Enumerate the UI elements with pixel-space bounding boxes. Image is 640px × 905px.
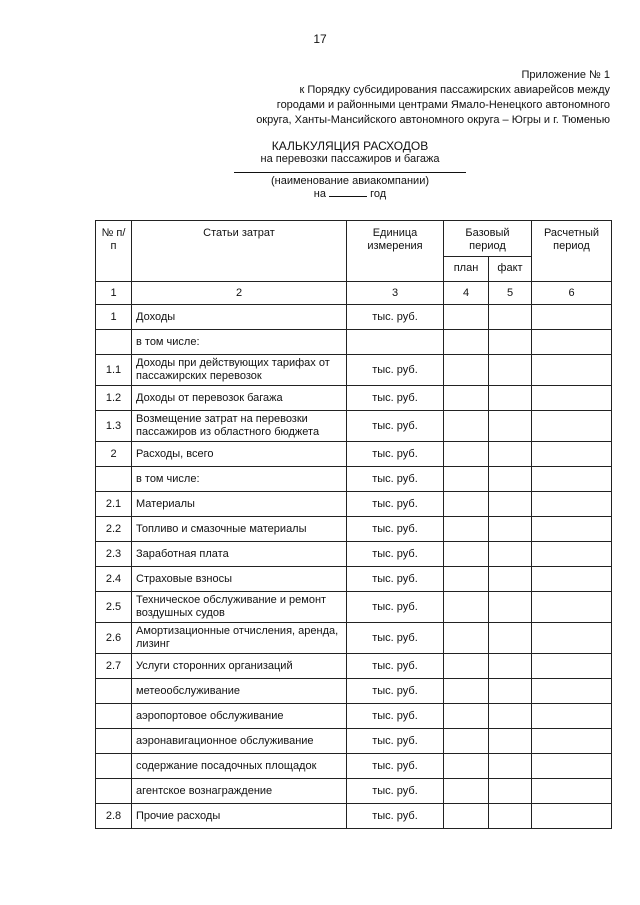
row-plan-cell: [444, 542, 489, 567]
row-number: 2.5: [96, 592, 132, 623]
row-plan-cell: [444, 386, 489, 411]
row-item: Страховые взносы: [132, 567, 347, 592]
row-calc-cell: [532, 704, 612, 729]
row-number: 1.1: [96, 355, 132, 386]
row-fact-cell: [489, 704, 532, 729]
row-item: Возмещение затрат на перевозки пассажиров из областного бюджета: [132, 411, 347, 442]
row-unit: тыс. руб.: [347, 305, 444, 330]
header-fact: факт: [489, 256, 532, 281]
row-unit: тыс. руб.: [347, 517, 444, 542]
row-fact-cell: [489, 623, 532, 654]
row-number: [96, 679, 132, 704]
appendix-line: к Порядку субсидирования пассажирских авиарейсов между: [299, 84, 610, 96]
row-item: Топливо и смазочные материалы: [132, 517, 347, 542]
row-number: 2.8: [96, 804, 132, 829]
appendix-line: городами и районными центрами Ямало-Ненецкого автономного: [276, 99, 610, 111]
appendix-header: [256, 68, 610, 128]
row-number: 2.1: [96, 492, 132, 517]
table-row: [96, 754, 612, 779]
row-plan-cell: [444, 442, 489, 467]
row-fact-cell: [489, 442, 532, 467]
row-unit: тыс. руб.: [347, 411, 444, 442]
header-num: № п/п: [96, 221, 132, 282]
table-row: [96, 567, 612, 592]
row-plan-cell: [444, 679, 489, 704]
column-number: 6: [532, 282, 612, 305]
row-calc-cell: [532, 492, 612, 517]
row-fact-cell: [489, 592, 532, 623]
appendix-line: округа, Ханты-Мансийского автономного округа – Югры и г. Тюменью: [256, 114, 610, 126]
row-number: [96, 330, 132, 355]
row-calc-cell: [532, 567, 612, 592]
row-calc-cell: [532, 517, 612, 542]
row-calc-cell: [532, 442, 612, 467]
row-item: в том числе:: [132, 330, 347, 355]
row-item: аэронавигационное обслуживание: [132, 729, 347, 754]
row-plan-cell: [444, 305, 489, 330]
row-plan-cell: [444, 330, 489, 355]
row-fact-cell: [489, 679, 532, 704]
row-calc-cell: [532, 623, 612, 654]
row-number: 2: [96, 442, 132, 467]
row-plan-cell: [444, 467, 489, 492]
row-number: 1.2: [96, 386, 132, 411]
row-number: 2.3: [96, 542, 132, 567]
table-row: [96, 592, 612, 623]
column-number: 5: [489, 282, 532, 305]
table-row: [96, 492, 612, 517]
header-unit: Единица измерения: [347, 221, 444, 282]
year-prefix: на: [313, 188, 326, 200]
document-subtitle: на перевозки пассажиров и багажа: [260, 153, 440, 165]
row-item: Техническое обслуживание и ремонт воздушных судов: [132, 592, 347, 623]
row-item: Материалы: [132, 492, 347, 517]
year-row: [314, 188, 386, 201]
row-item: аэропортовое обслуживание: [132, 704, 347, 729]
row-unit: тыс. руб.: [347, 704, 444, 729]
header-plan: план: [444, 256, 489, 281]
row-plan-cell: [444, 623, 489, 654]
row-item: метеообслуживание: [132, 679, 347, 704]
table-row: [96, 411, 612, 442]
row-plan-cell: [444, 567, 489, 592]
row-item: Доходы при действующих тарифах от пассажирских перевозок: [132, 355, 347, 386]
table-row: [96, 704, 612, 729]
row-calc-cell: [532, 729, 612, 754]
row-plan-cell: [444, 754, 489, 779]
table-row: [96, 330, 612, 355]
row-fact-cell: [489, 542, 532, 567]
row-item: Прочие расходы: [132, 804, 347, 829]
row-unit: тыс. руб.: [347, 492, 444, 517]
row-fact-cell: [489, 567, 532, 592]
row-unit: тыс. руб.: [347, 542, 444, 567]
row-number: 2.2: [96, 517, 132, 542]
row-fact-cell: [489, 330, 532, 355]
row-calc-cell: [532, 592, 612, 623]
row-item: Доходы от перевозок багажа: [132, 386, 347, 411]
row-plan-cell: [444, 704, 489, 729]
table-row: [96, 517, 612, 542]
document-title-block: [0, 140, 640, 201]
row-plan-cell: [444, 779, 489, 804]
row-plan-cell: [444, 492, 489, 517]
row-plan-cell: [444, 517, 489, 542]
row-unit: тыс. руб.: [347, 386, 444, 411]
row-unit: тыс. руб.: [347, 355, 444, 386]
row-fact-cell: [489, 754, 532, 779]
row-calc-cell: [532, 355, 612, 386]
row-unit: тыс. руб.: [347, 729, 444, 754]
row-unit: тыс. руб.: [347, 679, 444, 704]
row-item: Расходы, всего: [132, 442, 347, 467]
row-number: [96, 779, 132, 804]
row-plan-cell: [444, 729, 489, 754]
header-item: Статьи затрат: [132, 221, 347, 282]
row-unit: тыс. руб.: [347, 754, 444, 779]
row-fact-cell: [489, 729, 532, 754]
row-plan-cell: [444, 804, 489, 829]
column-number-row: [96, 282, 612, 305]
row-unit: тыс. руб.: [347, 804, 444, 829]
table-row: [96, 305, 612, 330]
table-row: [96, 355, 612, 386]
row-number: 1.3: [96, 411, 132, 442]
row-calc-cell: [532, 754, 612, 779]
column-number: 4: [444, 282, 489, 305]
row-unit: тыс. руб.: [347, 592, 444, 623]
column-number: 2: [132, 282, 347, 305]
row-unit: тыс. руб.: [347, 567, 444, 592]
company-caption: (наименование авиакомпании): [270, 175, 430, 187]
row-fact-cell: [489, 492, 532, 517]
row-number: 2.7: [96, 654, 132, 679]
row-calc-cell: [532, 679, 612, 704]
row-calc-cell: [532, 804, 612, 829]
row-unit: тыс. руб.: [347, 779, 444, 804]
row-calc-cell: [532, 654, 612, 679]
row-calc-cell: [532, 305, 612, 330]
row-number: 1: [96, 305, 132, 330]
header-base-period: Базовый период: [444, 221, 532, 257]
row-fact-cell: [489, 386, 532, 411]
row-plan-cell: [444, 592, 489, 623]
row-number: [96, 754, 132, 779]
row-item: агентское вознаграждение: [132, 779, 347, 804]
row-item: в том числе:: [132, 467, 347, 492]
row-fact-cell: [489, 355, 532, 386]
row-calc-cell: [532, 779, 612, 804]
row-unit: тыс. руб.: [347, 623, 444, 654]
row-calc-cell: [532, 330, 612, 355]
table-row: [96, 386, 612, 411]
row-fact-cell: [489, 654, 532, 679]
row-unit: тыс. руб.: [347, 467, 444, 492]
row-unit: [347, 330, 444, 355]
document-title: КАЛЬКУЛЯЦИЯ РАСХОДОВ: [271, 139, 429, 153]
row-unit: тыс. руб.: [347, 442, 444, 467]
table-row: [96, 654, 612, 679]
company-name-line: [234, 172, 466, 173]
row-calc-cell: [532, 386, 612, 411]
row-fact-cell: [489, 517, 532, 542]
row-item: содержание посадочных площадок: [132, 754, 347, 779]
row-number: 2.4: [96, 567, 132, 592]
header-calc-period: Расчетный период: [532, 221, 612, 282]
row-item: Услуги сторонних организаций: [132, 654, 347, 679]
page-number: 17: [313, 32, 327, 46]
row-unit: тыс. руб.: [347, 654, 444, 679]
table-row: [96, 542, 612, 567]
row-number: 2.6: [96, 623, 132, 654]
row-number: [96, 704, 132, 729]
row-number: [96, 729, 132, 754]
row-number: [96, 467, 132, 492]
column-number: 3: [347, 282, 444, 305]
row-fact-cell: [489, 305, 532, 330]
row-item: Доходы: [132, 305, 347, 330]
row-item: Заработная плата: [132, 542, 347, 567]
year-suffix: год: [370, 188, 387, 200]
row-item: Амортизационные отчисления, аренда, лизинг: [132, 623, 347, 654]
row-calc-cell: [532, 542, 612, 567]
table-row: [96, 804, 612, 829]
cost-calculation-table: [95, 220, 612, 829]
year-blank: [329, 196, 367, 197]
row-plan-cell: [444, 411, 489, 442]
row-plan-cell: [444, 654, 489, 679]
row-fact-cell: [489, 467, 532, 492]
table-row: [96, 442, 612, 467]
appendix-line: Приложение № 1: [521, 69, 610, 81]
row-plan-cell: [444, 355, 489, 386]
table-row: [96, 729, 612, 754]
row-fact-cell: [489, 411, 532, 442]
table-row: [96, 679, 612, 704]
row-calc-cell: [532, 467, 612, 492]
row-calc-cell: [532, 411, 612, 442]
table-row: [96, 467, 612, 492]
row-fact-cell: [489, 804, 532, 829]
column-number: 1: [96, 282, 132, 305]
table-row: [96, 623, 612, 654]
table-row: [96, 779, 612, 804]
row-fact-cell: [489, 779, 532, 804]
